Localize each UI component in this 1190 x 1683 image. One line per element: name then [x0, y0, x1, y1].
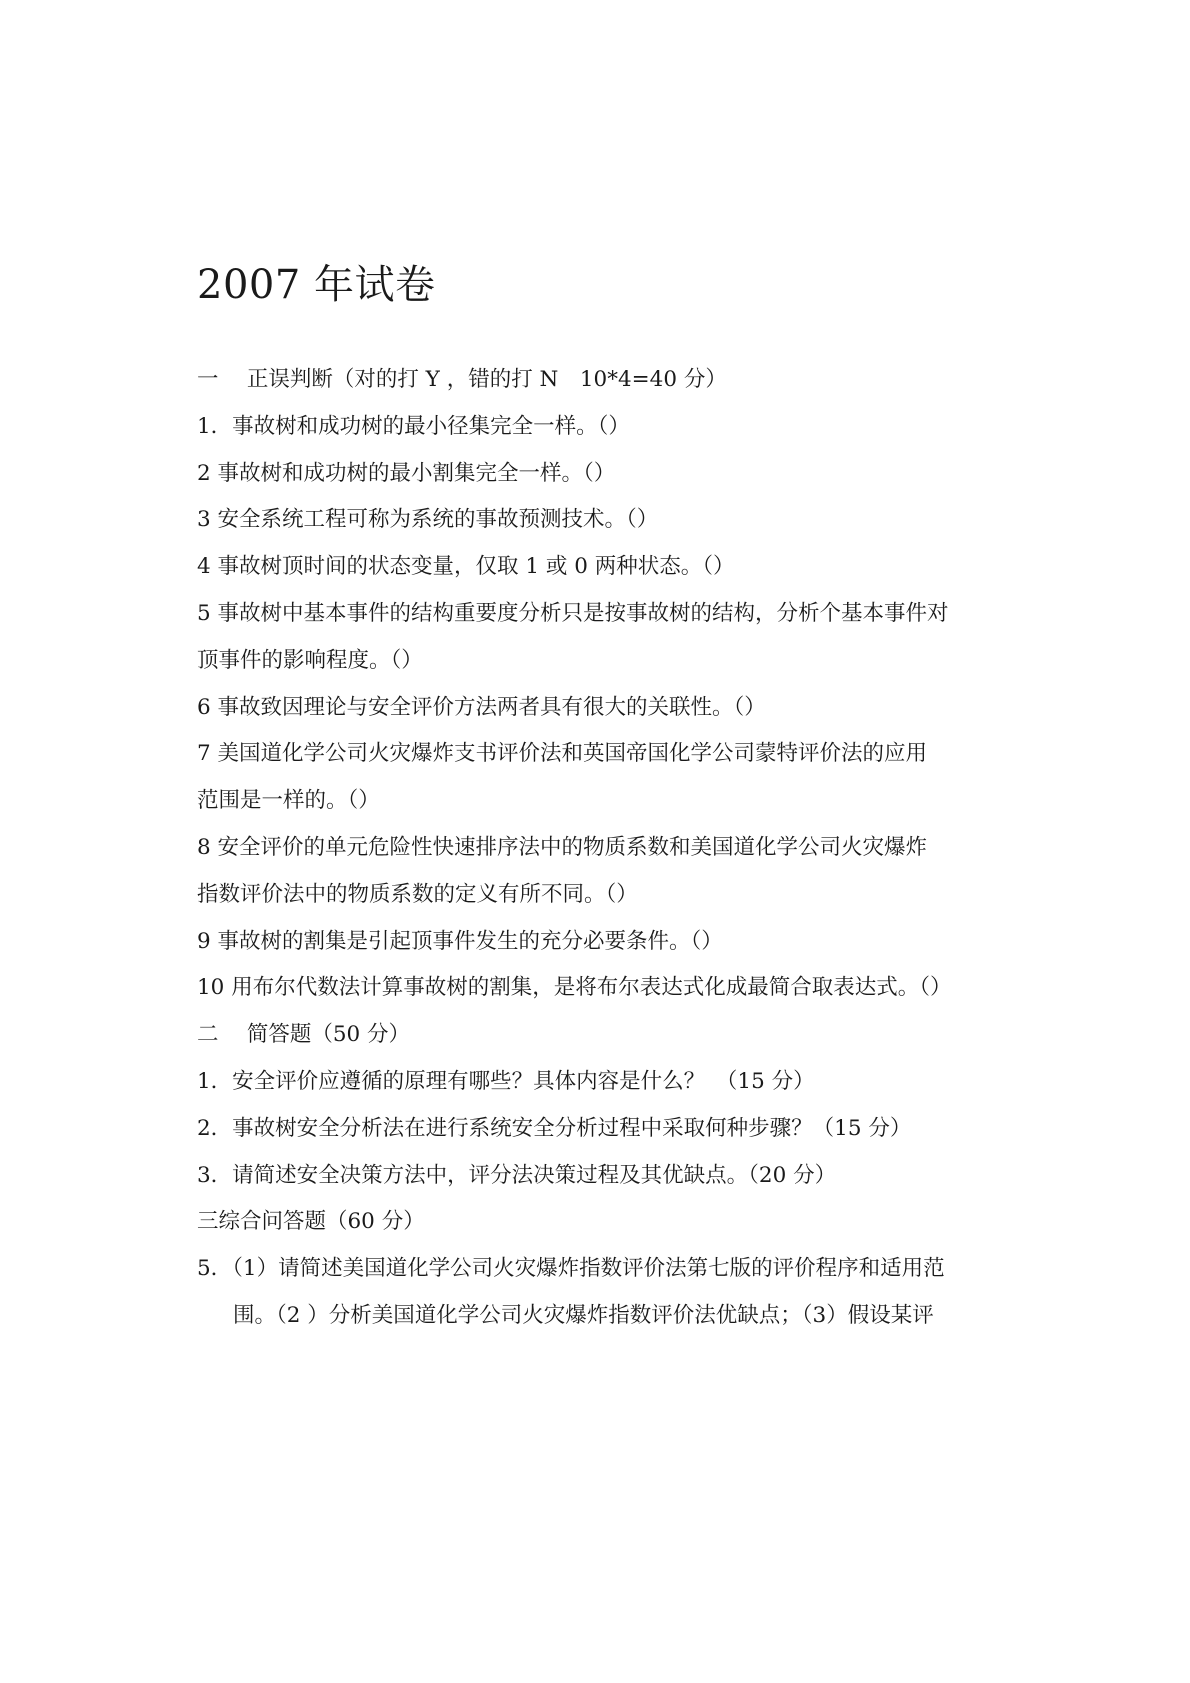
question-line: 9 事故树的割集是引起顶事件发生的充分必要条件。（） — [197, 928, 723, 954]
question-line: 10 用布尔代数法计算事故树的割集，是将布尔表达式化成最简合取表达式。（） — [197, 975, 952, 1001]
page-title: 2007 年试卷 — [197, 262, 436, 308]
question-line-continued: 围。（2 ）分析美国道化学公司火灾爆炸指数评价法优缺点；（3）假设某评 — [233, 1302, 934, 1328]
question-line-continued: 范围是一样的。（） — [197, 788, 380, 814]
question-line-continued: 指数评价法中的物质系数的定义有所不同。（） — [197, 881, 638, 907]
question-line: 7 美国道化学公司火灾爆炸支书评价法和英国帝国化学公司蒙特评价法的应用 — [197, 741, 928, 767]
document-body — [197, 357, 1037, 1340]
question-line: 3．请简述安全决策方法中，评分法决策过程及其优缺点。（20 分） — [197, 1162, 837, 1188]
question-line: 5．（1）请简述美国道化学公司火灾爆炸指数评价法第七版的评价程序和适用范 — [197, 1256, 945, 1282]
section-heading-true-false: 一 正误判断（对的打 Y ，错的打 N 10*4=40 分） — [197, 367, 727, 392]
question-line: 1．事故树和成功树的最小径集完全一样。（） — [197, 413, 630, 439]
question-line: 4 事故树顶时间的状态变量，仅取 1 或 0 两种状态。（） — [197, 554, 735, 580]
question-line: 2 事故树和成功树的最小割集完全一样。（） — [197, 460, 616, 486]
question-line: 6 事故致因理论与安全评价方法两者具有很大的关联性。（） — [197, 694, 766, 720]
question-line: 3 安全系统工程可称为系统的事故预测技术。（） — [197, 507, 659, 533]
question-line-continued: 顶事件的影响程度。（） — [197, 647, 423, 673]
section-heading-short-answer: 二 简答题（50 分） — [197, 1022, 411, 1048]
question-line: 5 事故树中基本事件的结构重要度分析只是按事故树的结构，分析个基本事件对 — [197, 600, 949, 626]
question-line: 8 安全评价的单元危险性快速排序法中的物质系数和美国道化学公司火灾爆炸 — [197, 834, 928, 860]
section-heading-comprehensive: 三综合问答题（60 分） — [197, 1209, 425, 1235]
question-line: 2．事故树安全分析法在进行系统安全分析过程中采取何种步骤？（15 分） — [197, 1115, 912, 1141]
question-line: 1．安全评价应遵循的原理有哪些？具体内容是什么？ （15 分） — [197, 1068, 815, 1094]
